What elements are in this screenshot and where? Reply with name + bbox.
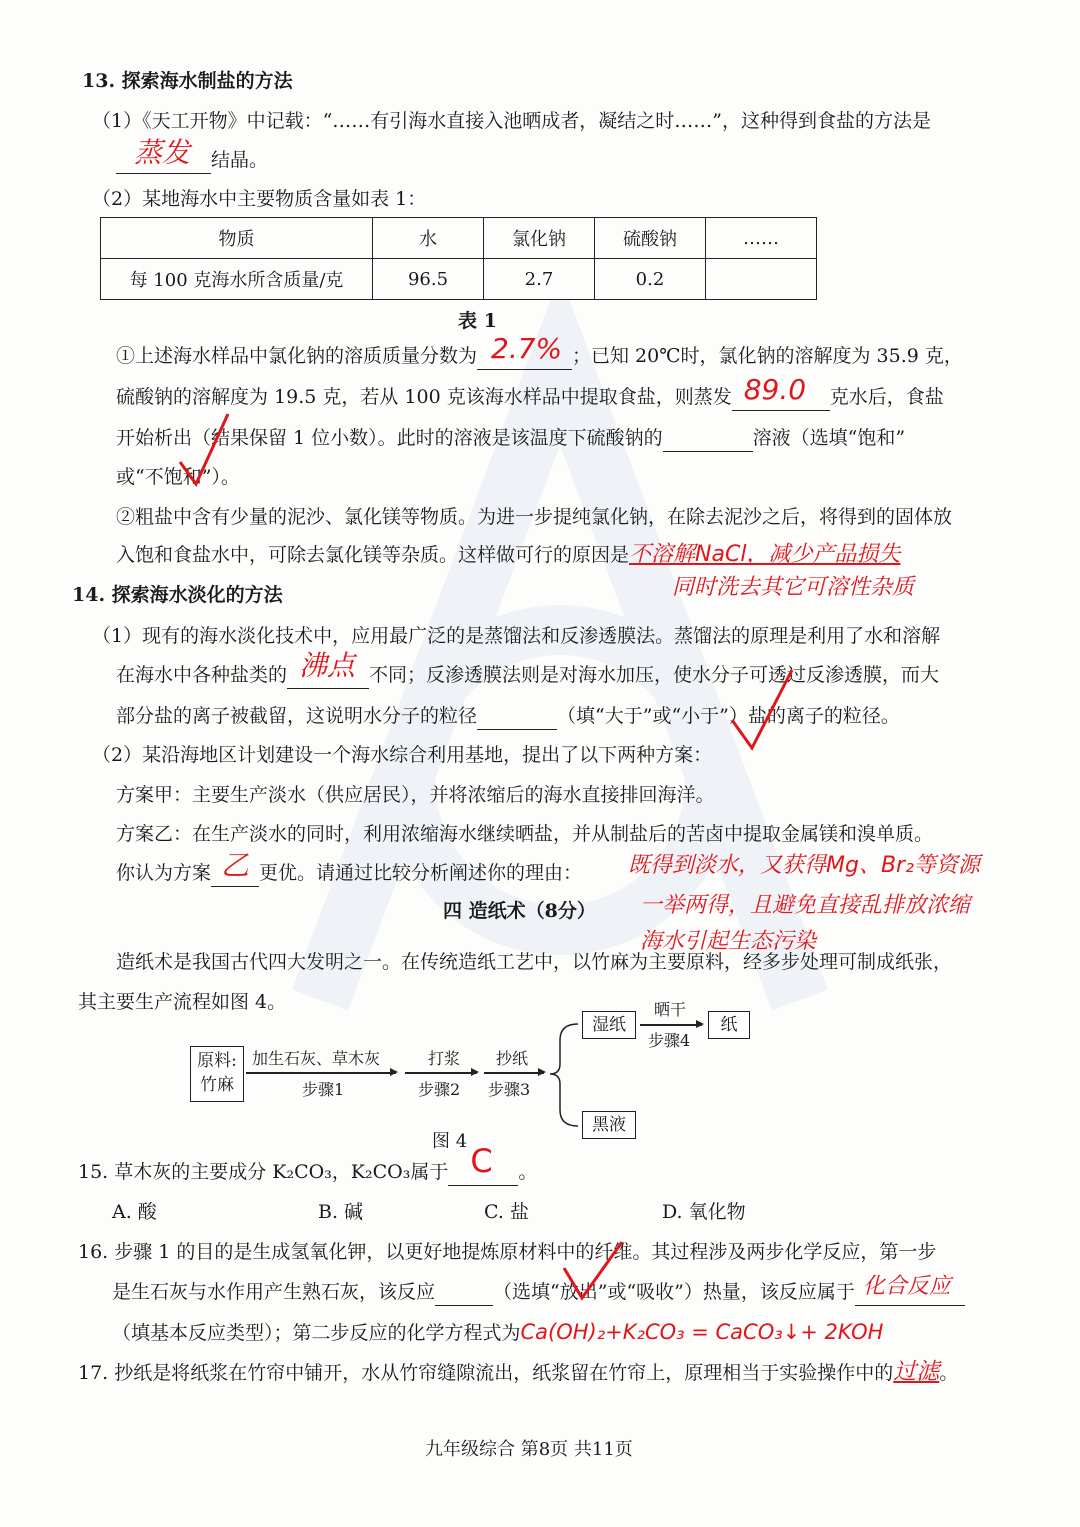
q13-s1-line4: 或“不饱和”）。 <box>116 466 240 488</box>
flow-step1-condition: 加生石灰、草木灰 <box>252 1049 381 1068</box>
q13-s2-line1: ②粗盐中含有少量的泥沙、氯化镁等物质。为进一步提纯氯化钠，在除去泥沙之后，将得到的固体放 <box>116 506 953 528</box>
flow-step4-label: 步骤4 <box>648 1031 691 1050</box>
flow-step1-label: 步骤1 <box>302 1080 345 1099</box>
q15-option-a: A. 酸 <box>112 1201 157 1223</box>
flow-raw-name: 竹麻 <box>200 1075 234 1095</box>
flow-step2-label: 步骤2 <box>418 1080 461 1099</box>
q13-p1-handwritten-answer: 蒸发 <box>134 136 191 169</box>
q16-blank2 <box>855 1274 965 1306</box>
table-header-cell: 硫酸钠 <box>595 218 706 259</box>
q14-reason-line3: 海水引起生态污染 <box>640 929 817 954</box>
q13-title: 13. 探索海水制盐的方法 <box>82 70 293 92</box>
q14-p2-line1: （2）某沿海地区计划建设一个海水综合利用基地，提出了以下两种方案： <box>92 744 713 766</box>
q14-title: 14. 探索海水淡化的方法 <box>72 584 283 606</box>
flow-paper-box: 纸 <box>708 1011 750 1039</box>
q14-p1-line1: （1）现有的海水淡化技术中，应用最广泛的是蒸馏法和反渗透膜法。蒸馏法的原理是利用了水和溶解 <box>92 625 941 647</box>
table-cell: 96.5 <box>373 259 484 300</box>
flow-step3-condition: 抄纸 <box>496 1049 529 1068</box>
seawater-table <box>100 217 817 300</box>
q13-p1-cont: 蒸发 结晶。 <box>116 146 268 174</box>
q14-p2-blank <box>211 849 259 887</box>
flow-arrow-2 <box>405 1072 477 1074</box>
q15-option-d: D. 氧化物 <box>662 1201 746 1223</box>
q14-p2-handwritten-answer: 乙 <box>221 849 250 882</box>
q14-p2-line2: 你认为方案 乙 更优。请通过比较分析阐述你的理由： <box>116 859 582 887</box>
table-cell: 2.7 <box>484 259 595 300</box>
table-header-cell: 氯化钠 <box>484 218 595 259</box>
q16-line2: 是生石灰与水作用产生熟石灰，该反应 （选填“放出”或“吸收”）热量，该反应属于 化合反应 <box>112 1278 965 1306</box>
flow-wet-paper-box: 湿纸 <box>582 1011 636 1039</box>
q16-blank1 <box>435 1283 493 1306</box>
check-mark-icon <box>176 410 236 490</box>
flow-step4-condition: 晒干 <box>654 1000 687 1019</box>
q15-blank <box>448 1142 518 1186</box>
q13-s2-handwritten-answer2: 同时洗去其它可溶性杂质 <box>672 575 915 600</box>
q14-p1-blank1 <box>287 649 369 689</box>
q14-plan-a: 方案甲：主要生产淡水（供应居民），并将浓缩后的海水直接排回海洋。 <box>116 784 715 806</box>
q14-p1-line3: 部分盐的离子被截留，这说明水分子的粒径 （填“大于”或“小于”）盐的离子的粒径。 <box>116 702 900 730</box>
section4-title: 四 造纸术（8分） <box>443 900 596 922</box>
q14-p1-line2: 在海水中各种盐类的 沸点 不同；反渗透膜法则是对海水加压，使水分子可透过反渗透膜，而大 <box>116 661 939 689</box>
q16-handwritten-answer1: 化合反应 <box>862 1274 951 1299</box>
table-cell <box>706 259 817 300</box>
q14-p1-blank2 <box>477 707 557 730</box>
q16-handwritten-answer2: Ca(OH)₂+K₂CO₃ = CaCO₃↓+ 2KOH <box>520 1320 884 1344</box>
q13-s1-blank1 <box>477 332 572 370</box>
table-row <box>101 259 817 300</box>
q16-line3: （填基本反应类型）；第二步反应的化学方程式为Ca(OH)₂+K₂CO₃ = CaCO₃↓+ 2KOH <box>112 1320 884 1344</box>
check-mark-icon <box>560 1238 630 1308</box>
section4-intro-line1: 造纸术是我国古代四大发明之一。在传统造纸工艺中，以竹麻为主要原料，经多步处理可制成纸张， <box>116 951 953 973</box>
q14-reason-line2: 一举两得，且避免直接乱排放浓缩 <box>640 893 971 918</box>
check-mark-icon <box>728 664 798 754</box>
q13-s1-blank3 <box>663 429 753 452</box>
figure-caption: 图 4 <box>432 1131 468 1152</box>
q15-handwritten-answer: C <box>470 1142 493 1180</box>
flow-raw-label: 原料: <box>197 1051 237 1071</box>
q13-s1-handwritten-answer2: 89.0 <box>743 373 807 406</box>
table-header-row <box>101 218 817 259</box>
table-cell: 每 100 克海水所含质量/克 <box>101 259 373 300</box>
q13-s1-line2: 硫酸钠的溶解度为 19.5 克，若从 100 克该海水样品中提取食盐，则蒸发 89.0 克水后，食盐 <box>116 383 944 411</box>
flow-arrow-1 <box>246 1072 396 1074</box>
q15-option-c: C. 盐 <box>484 1201 529 1223</box>
q13-s1-blank2 <box>732 373 830 411</box>
table-cell: 0.2 <box>595 259 706 300</box>
q17-text: 17. 抄纸是将纸浆在竹帘中铺开，水从竹帘缝隙流出，纸浆留在竹帘上，原理相当于实验操作中的过滤。 <box>78 1359 959 1385</box>
q15-option-b: B. 碱 <box>318 1201 364 1223</box>
flow-arrow-3 <box>484 1072 544 1074</box>
q13-s2-line2: 入饱和食盐水中，可除去氯化镁等杂质。这样做可行的原因是不溶解NaCl，减少产品损失 <box>116 542 901 567</box>
flow-arrow-4 <box>640 1024 702 1026</box>
table-header-cell: 水 <box>373 218 484 259</box>
table-header-cell: 物质 <box>101 218 373 259</box>
q13-p1: （1）《天工开物》中记载：“……有引海水直接入池晒成者，凝结之时……”，这种得到食盐的方法是 <box>92 110 932 132</box>
flow-black-liquor-box: 黑液 <box>582 1111 636 1139</box>
q13-s2-handwritten-answer1: 不溶解NaCl，减少产品损失 <box>629 542 901 567</box>
q13-s1-line1: ①上述海水样品中氯化钠的溶质质量分数为 2.7% ；已知 20℃时，氯化钠的溶解度为 35.9 克， <box>116 342 963 370</box>
q13-s1-line3: 开始析出（结果保留 1 位小数）。此时的溶液是该温度下硫酸钠的 溶液（选填“饱和” <box>116 424 905 452</box>
page-footer: 九年级综合 第8页 共11页 <box>425 1439 633 1460</box>
q17-handwritten-answer: 过滤 <box>893 1359 940 1385</box>
q13-p2: （2）某地海水中主要物质含量如表 1： <box>92 188 427 210</box>
q14-plan-b: 方案乙：在生产淡水的同时，利用浓缩海水继续晒盐，并从制盐后的苦卤中提取金属镁和溴单质。 <box>116 823 934 845</box>
q16-line1: 16. 步骤 1 的目的是生成氢氧化钾，以更好地提炼原材料中的纤维。其过程涉及两步化学反应，第一步 <box>78 1241 937 1263</box>
q14-p1-handwritten-answer: 沸点 <box>299 649 356 682</box>
q13-s1-handwritten-answer1: 2.7% <box>491 332 563 365</box>
flow-step2-condition: 打浆 <box>428 1049 461 1068</box>
table-header-cell: …… <box>706 218 817 259</box>
section4-intro-line2: 其主要生产流程如图 4。 <box>78 991 287 1013</box>
flow-step3-label: 步骤3 <box>488 1080 531 1099</box>
q14-reason-line1: 既得到淡水，又获得Mg、Br₂等资源 <box>628 853 980 878</box>
table-caption: 表 1 <box>458 310 497 332</box>
flow-raw-material-box <box>190 1046 244 1102</box>
q15-stem: 15. 草木灰的主要成分 K₂CO₃，K₂CO₃属于 C 。 <box>78 1158 537 1186</box>
